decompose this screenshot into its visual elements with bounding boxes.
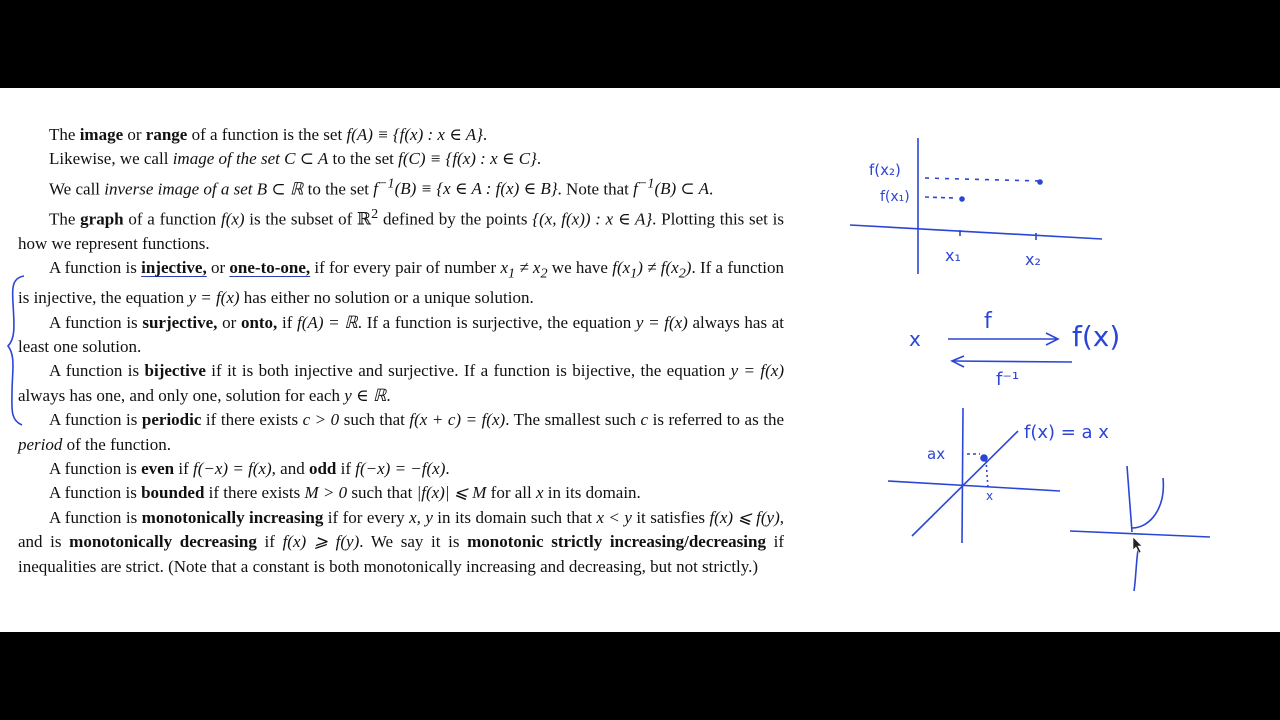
linear-sketch	[888, 408, 1060, 543]
paragraph-injective: A function is injective, or one-to-one, if for every pair of number $x_1 \ne x_2$ we have $f(x_1) \ne f(x_2)$. If a function is injective, the equation y = f(x) has either no solution or a unique solution.	[18, 258, 784, 308]
curve-sketch	[1070, 466, 1210, 591]
mapping-arrows	[948, 333, 1072, 367]
injective-sketch	[850, 138, 1102, 274]
letterbox-top	[0, 0, 1280, 88]
definitions-text	[18, 123, 784, 579]
paragraph-graph: The graph of a function f(x) is the subset of ℝ$^2$ defined by the points {(x, f(x)) : x ∈ A}. Plotting this set is how we represent functions.	[18, 205, 784, 253]
paragraph-image-set: Likewise, we call image of the set C ⊂ A to the set f(C) ≡ {f(x) : x ∈ C}.	[49, 149, 542, 169]
x-tick-label: x	[986, 489, 994, 503]
map-x-label: x	[909, 327, 921, 351]
map-f-label: f	[984, 309, 992, 334]
paragraph-bounded: A function is bounded if there exists M > 0 such that |f(x)| ⩽ M for all x in its domain.	[49, 483, 641, 503]
fx2-label: f(x₂)	[869, 161, 901, 179]
paragraph-even-odd: A function is even if f(−x) = f(x), and odd if f(−x) = −f(x).	[49, 458, 450, 478]
letterbox-bottom	[0, 632, 1280, 720]
fx1-label: f(x₁)	[880, 189, 910, 205]
map-fx-label: f(x)	[1072, 320, 1121, 353]
paragraph-inverse-image: We call inverse image of a set B ⊂ ℝ to the set $f^{-1}(B) \equiv \{x$ ∈ A : f(x) ∈ B}. Note that $f^{-1}(B)$ ⊂ A.	[49, 175, 714, 199]
lecture-slide	[0, 88, 1280, 632]
paragraph-bijective: A function is bijective if it is both injective and surjective. If a function is bijective, the equation y = f(x) always has one, and only one, solution for each y ∈ ℝ.	[18, 361, 784, 405]
paragraph-surjective: A function is surjective, or onto, if f(A) = ℝ. If a function is surjective, the equation y = f(x) always has at least one solution.	[18, 312, 784, 356]
ax-label: ax	[927, 445, 946, 463]
map-finv-label: f⁻¹	[996, 369, 1020, 390]
linear-function-label: f(x) = a x	[1024, 422, 1109, 443]
mouse-cursor-icon	[1133, 537, 1142, 553]
x1-label: x₁	[945, 246, 961, 265]
x2-label: x₂	[1025, 250, 1041, 269]
paragraph-monotonic: A function is monotonically increasing if for every x, y in its domain such that x < y it satisfies f(x) ⩽ f(y), and is monotonically decreasing if f(x) ⩾ f(y). We say it is monotonic strictly increasing/decreasing if inequalities are strict. (Note that a constant is both monotonically increasing and decreasing, but not strictly.)	[18, 507, 785, 576]
paragraph-image: The image or range of a function is the set f(A) ≡ {f(x) : x ∈ A}.	[49, 125, 488, 144]
paragraph-periodic: A function is periodic if there exists c > 0 such that f(x + c) = f(x). The smallest such c is referred to as the period of the function.	[18, 410, 784, 454]
